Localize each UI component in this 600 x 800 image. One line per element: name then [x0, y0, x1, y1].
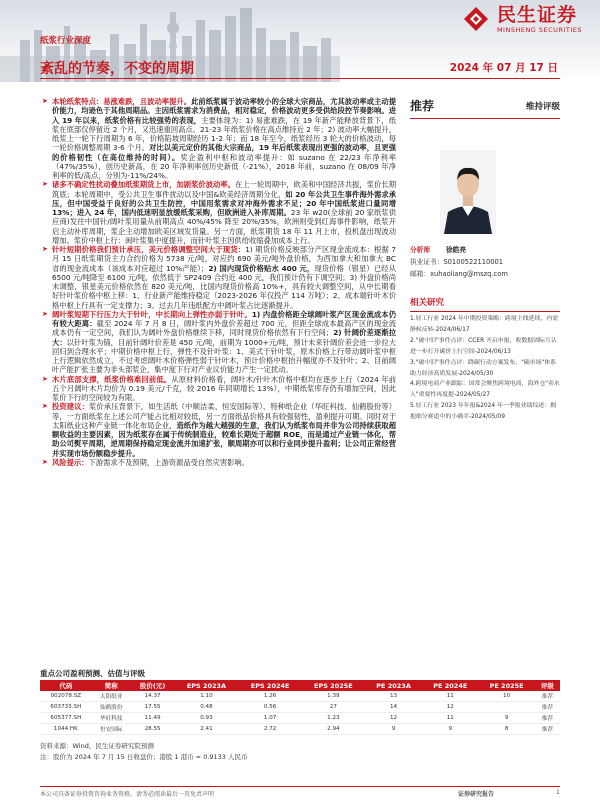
cell: 华旺科技	[92, 713, 131, 724]
paragraph-highlight: 1) 内盘价格距全球阔叶浆产区现金流成本仍有较大距离：	[52, 309, 396, 328]
cell: 1.23	[302, 713, 365, 724]
cell: 推荐	[535, 691, 560, 702]
cell: 27	[302, 702, 365, 713]
paragraph-lead: 投资建议：	[52, 402, 89, 412]
paragraph-text: 以针叶浆为锚，目前针阔叶价差是 450 元/吨，前期为 1000+元/吨，预计未来针阔价差会进一步拉大回归到合理水平；中期价格中枢上行，弹性不及针叶浆：1、美式于针叶浆，原木价格上行带动阔叶浆中枢上行逻辑依然成立，不过考虑阔叶木价格弹性弱于针叶木，预计价格中枢抬升幅度亦不及针叶；2、目前阔叶产能扩张主要为非头部浆企，集中度下行对产业议价能力产生一定扰动。	[52, 337, 397, 375]
table-row	[40, 691, 560, 702]
col-header: EPS 2025E	[314, 681, 353, 690]
summary-paragraph	[40, 310, 396, 375]
cell: 11.49	[131, 713, 175, 724]
table-title: 重点公司盈利预测、估值与评级	[40, 669, 145, 678]
report-date: 2024 年 07 月 17 日	[449, 62, 558, 74]
cert-label: 执业证书：	[410, 258, 444, 266]
email-label: 邮箱：	[410, 270, 431, 278]
cell: 605377.SH	[40, 713, 92, 724]
cell: 1.39	[302, 691, 365, 702]
paragraph-highlight: 造纸作为越大越强的生意，我们认为纸浆布局并非为公司持续获取超额收益的主要因素，因为纸浆存在属于传统制造业，较难长期处于超额 ROE，而是通过产业链一体化，帮助公司熨平周期，逆周期保持稳定现金流并加速扩张，顺周期亦可以和行业同步提升盈利；让公司正常经营并实现市场份额稳步提升。	[52, 420, 397, 458]
cell: 0.56	[239, 702, 302, 713]
summary-paragraph	[40, 402, 396, 458]
summary-paragraph	[40, 97, 396, 180]
forecast-table	[40, 680, 560, 735]
analyst-info	[410, 244, 560, 280]
cell: 14.37	[131, 691, 175, 702]
cell: 2.41	[174, 724, 238, 735]
paragraph-highlight: 如 20 年公共卫生事件海外需求承压，但中国受益于良好的公共卫生防控，中国用浆需求对冲海外需求不足；20 年中国纸浆进口量同增 13%；进入 24 年，国内低迷明显放缓纸浆采购，但欧洲进入补库周期。	[52, 189, 396, 217]
cell: 002078.SZ	[40, 691, 92, 702]
bullet-arrow-icon: ➤	[42, 245, 48, 253]
bullet-arrow-icon: ➤	[42, 97, 48, 105]
page-number: 1	[556, 789, 560, 796]
cell: 17.55	[131, 702, 175, 713]
paragraph-lead: 阔叶浆短期下行压力大于针叶，中长期向上弹性亦弱于针叶。	[52, 309, 252, 319]
logo-text-en: MINSHENG SECURITIES	[496, 25, 582, 34]
cell: 1.26	[239, 691, 302, 702]
analyst-role-label: 分析师	[410, 246, 431, 254]
summary-paragraph	[40, 458, 396, 467]
paragraph-text: 截至 2024 年 7 月 8 日，阔叶浆内外盘价差超过 700 元，但距全球成本最高产区的现金流成本仍有一定空间，我们认为阔叶外盘价格继续下移，同时现货价格依然有下行空间；	[52, 319, 397, 338]
table-notes	[40, 741, 248, 763]
col-header: EPS 2023A	[186, 681, 227, 690]
paragraph-lead: 诸多不确定性扰动叠加纸浆期货上市，加剧浆价波动率。	[52, 180, 235, 190]
cell: 9	[422, 724, 478, 735]
paragraph-lead: 风险提示：	[52, 457, 89, 467]
cell: 太阳纸业	[92, 691, 131, 702]
paragraph-text: 在上一轮周期中，欧美和中国经济共振，浆价长期筑底；本轮周期中，受公共卫生事件扰动以及中国&欧美经济周期分化，	[52, 180, 397, 199]
cell: 恒安国际	[92, 724, 131, 735]
table-note: 注：股价为 2024 年 7 月 15 日收盘价；港股 1 港币 = 0.9133 人民币	[40, 753, 248, 761]
related-research-item[interactable]: 4.跨境电商产业跟踪：国常会聚焦跨境电商，海外仓"卖水人"重要性再度提-2024/05/27	[410, 381, 560, 399]
col-header: 评级	[540, 682, 554, 690]
summary-column	[40, 97, 396, 467]
paragraph-highlight: 此前纸浆属于波动率较小的全球大宗商品，尤其波动率或主动提价能力，均逊色于其他周期品。主因纸浆需求为消费品，相对稳定，价格波动更多受供给段控节奏影响。进入 19 年以来，纸浆价格有比较强势的表现，	[52, 97, 397, 125]
table-row	[40, 702, 560, 713]
col-header: 代码	[59, 682, 73, 690]
minsheng-logo-icon	[461, 4, 491, 34]
col-header: PE 2025E	[489, 681, 524, 690]
summary-paragraph	[40, 180, 396, 245]
related-research-item[interactable]: 3."破中旧"事件点评：降碳行动方案发布，"碳市场"体系助力经济高质发展-2024/05/30	[410, 359, 557, 377]
related-research-title: 相关研究	[410, 296, 560, 312]
logo-text-cn: 民生证券	[496, 3, 577, 26]
related-research-item[interactable]: 1.轻工行业 2024 年中期投资策略：跨境主线延续，内需静候反转-2024/06/17	[410, 316, 559, 333]
col-header: 股价(元)	[139, 682, 166, 690]
col-header: EPS 2024E	[250, 681, 290, 690]
cell: 10	[478, 691, 534, 702]
col-header: 简称	[104, 682, 118, 690]
footer-label: 证券研究报告	[458, 791, 495, 798]
paragraph-text: 浆价承压背景下，如生活纸（中顺洁柔、恒安国际等）、特种纸企业（华旺科技、仙鹤股份等）等，一方面纸浆在上述公司产能占比相对较低，另一方面纸品价格具有较强韧性，盈利提升可期。同时对于太阳纸业这种产业链一体化布局企业，	[52, 402, 396, 430]
paragraph-lead: 本轮纸浆特点：易涨难跌，且波动率提升。	[52, 97, 192, 106]
footer-disclaimer: 本公司具备证券投资咨询业务资格，请务必阅读最后一页免责声明	[40, 791, 215, 798]
bullet-arrow-icon: ➤	[42, 180, 48, 189]
cell: 2.72	[239, 724, 302, 735]
table-source: 资料来源：Wind，民生证券研究院预测	[40, 742, 154, 750]
cell: 11	[422, 691, 478, 702]
cell: 14	[365, 702, 422, 713]
report-title: 紊乱的节奏，不变的周期	[40, 61, 194, 77]
paragraph-text: 1) 期货价格反映部分产区现金流成本：根据 7 月 15 日纸浆期货主力合约价格为 5738 元/吨，对应约 690 美元/吨外盘价格，为西加拿大和加拿大 BC 省的现金流成本（该成本对应超过 10%产能）；	[52, 245, 396, 273]
company-logo	[461, 4, 582, 34]
table-row	[40, 724, 560, 735]
cell: 1.07	[239, 713, 302, 724]
paragraph-highlight: 2) 针阔价差逐渐拉大：	[52, 328, 397, 347]
cell: 11	[422, 713, 478, 724]
cell: 1044.HK	[40, 724, 92, 735]
report-category: 纸浆行业深度	[40, 36, 92, 46]
paragraph-text: 奖企盈利中枢和波动率提升：如 suzano 在 22/23 年净利率（47%/35%），创历史新高，在 20 年净利率创历史新低（-21%），2018 年前，suzano 在 08/09 年净利率的低/高点，分别为-11%/24%。	[52, 152, 396, 180]
cell: 8	[478, 724, 534, 735]
cell: 13	[365, 691, 422, 702]
analyst-name: 徐皓亮	[446, 246, 467, 254]
col-header: PE 2023A	[376, 681, 411, 690]
paragraph-text: 现货价格（银星）已经从 6500 元/吨降至 6100 元/吨，依然低于 SP2409 合约近 400 元，我们预计仍有下调空间；3) 外盘价格尚未调整，银星美元价格依然在 820 美元/吨，比国内现货价格高 10%+，具有较大调整空间，从中长期看好针叶浆价格中枢上移：1、行业新产能维持稳定（2023-2026 年仅投产 114 万吨）；2、成本端针叶木价格中枢上行具有一定支撑力；3、过去几年违纸配方中阔叶浆占比逐渐提升。	[52, 263, 397, 310]
paragraph-text: 从原材料价格看，阔叶木/针叶木价格中枢均在逐步上行（2024 年前五个月阔叶木片均价为 0.19 美元/千克，较 2016 年同期增长 13%），中期纸浆库存仍有增加空间，因此浆价下行的空间较为有限。	[52, 374, 396, 402]
cell: 推荐	[535, 713, 560, 724]
header-divider	[40, 78, 560, 79]
cell: 0.48	[174, 702, 238, 713]
cell: 603733.SH	[40, 702, 92, 713]
bullet-arrow-icon: ➤	[42, 402, 48, 411]
analyst-photo	[440, 150, 496, 234]
cell: 2.94	[302, 724, 365, 735]
paragraph-text: 主要体现为：1) 易涨难跌，在 19 年新产能释放背景下，纸浆在底部仅停留近 2 个月，又迅速重回高点。21-23 年纸浆价格在高点维持近 2 年；2) 波动率大幅提升，纸浆上一轮下行周期为 6 年，价格陷坡周期经历 1-2 年；而 18 年至今，纸浆经历 3 轮大的价格波动，每一轮价格调整周期 3-6 个月。	[52, 115, 397, 153]
summary-paragraph	[40, 375, 396, 403]
cell: 推荐	[535, 724, 560, 735]
paragraph-lead: 木片底部支撑，纸浆价格难回前低。	[52, 374, 172, 384]
paragraph-highlight: 2) 国内现货价格贴水 400 元，	[208, 263, 315, 273]
cell: 仙鹤股份	[92, 702, 131, 713]
table-row	[40, 713, 560, 724]
related-research-list	[410, 314, 560, 423]
related-research-item[interactable]: 2."破中旧"事件点评：CCER 开启申报，收数据固际互认进一步打开碳价上行空间-2024/06/13	[410, 337, 557, 355]
cell: 1.10	[174, 691, 238, 702]
bullet-arrow-icon: ➤	[42, 309, 48, 318]
paragraph-text: 下游需求不及预期，上游资源品受自然灾害影响。	[88, 457, 250, 467]
cell: 9	[478, 713, 534, 724]
bullet-arrow-icon: ➤	[42, 374, 48, 383]
bullet-arrow-icon: ➤	[42, 457, 48, 466]
cell	[478, 702, 534, 713]
rating-label: 推荐	[410, 99, 435, 113]
rating-row	[410, 97, 560, 119]
paragraph-lead: 针叶短期价格我们预计承压，美元价格调整空间大于现货：	[52, 245, 246, 254]
col-header: PE 2024E	[433, 681, 468, 690]
cell: 12	[365, 713, 422, 724]
cell: 9	[365, 724, 422, 735]
cell: 28.55	[131, 724, 175, 735]
cell: 12	[422, 702, 478, 713]
footer-divider	[40, 786, 560, 787]
paragraph-text: 23 年 w20(全球前 20 家纸浆供应商)发往中国针/阔叶浆用量从前期高点 40%/45% 降至 20%/35%，欧洲则受到红海事件影响，纸浆开启主动补库周期，浆企主动增加欧美区域发货量。另一方面，纸浆期货 18 年 11 月上市，投机盘出现波动增加。浆价中枢上行：闽叶浆集中度提升，而针叶浆主因供给收缩叠加成本上行。	[52, 208, 397, 245]
cell: 0.93	[174, 713, 238, 724]
rating-panel	[410, 97, 560, 119]
rating-value: 维持评级	[525, 101, 560, 112]
analyst-email[interactable]: xuhaoliang@mszq.com	[430, 270, 508, 278]
related-research-item[interactable]: 5.轻工行业 2023 年年报&2024 年一季报业绩综述：拥抱细分赛道中的小确幸-2024/05/09	[410, 403, 556, 421]
summary-paragraph	[40, 245, 396, 310]
paragraph-highlight: 对比以美元定价的其他大宗商品，19 年后纸浆表现出更强的波动率，且更强的价格韧性（在高位维持的时间）。	[52, 143, 396, 162]
table-header-row	[40, 680, 560, 691]
cell: 推荐	[535, 702, 560, 713]
cert-number: S0100522110001	[443, 258, 503, 266]
